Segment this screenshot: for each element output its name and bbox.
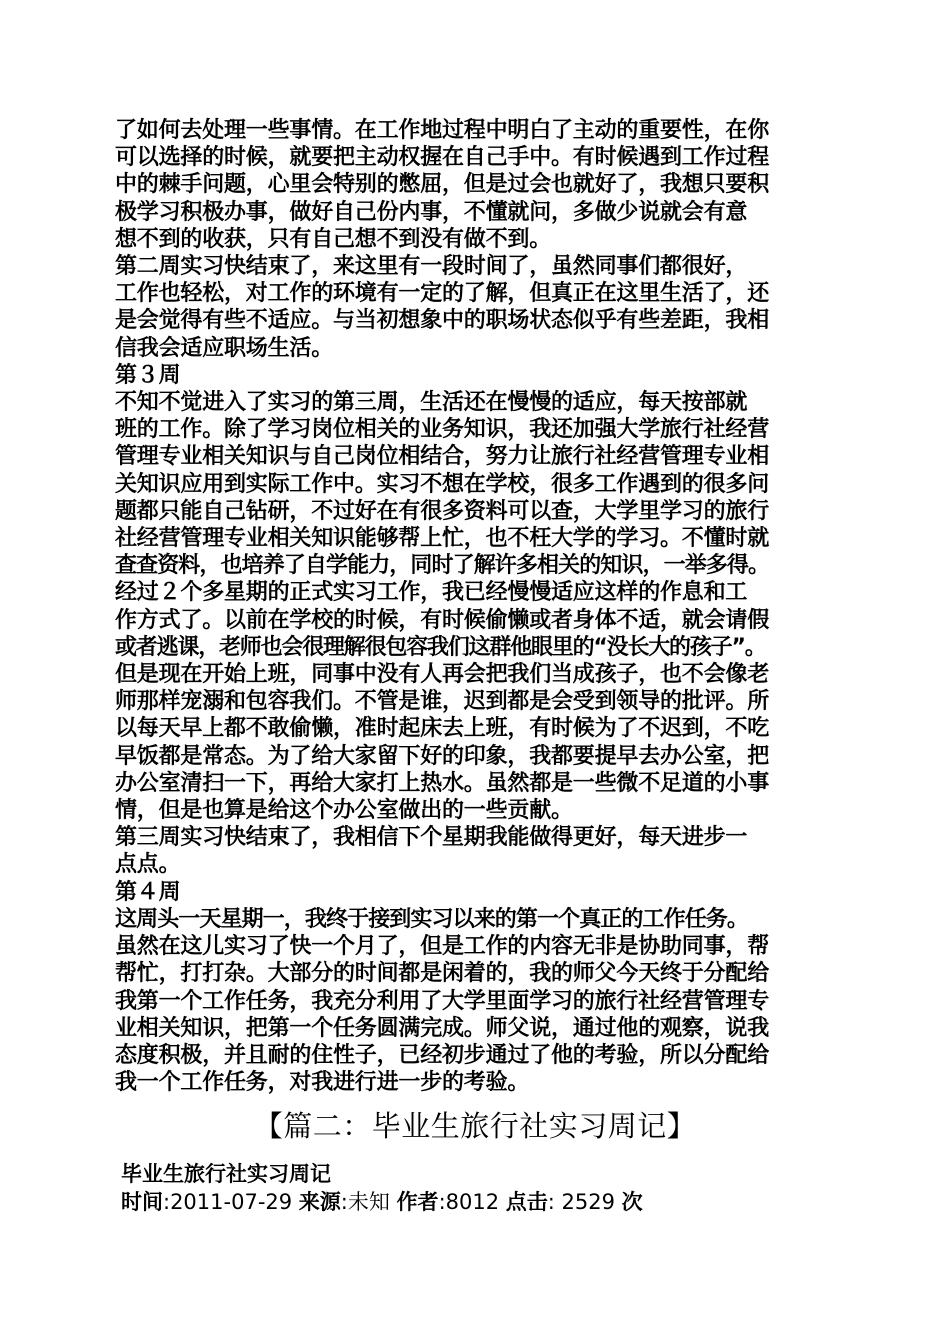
text-line: 可以选择的时候，就要把主动权握在自己手中。有时候遇到工作过程 — [115, 145, 770, 171]
text-line: 这周头一天星期一，我终于接到实习以来的第一个真正的工作任务。 — [115, 906, 749, 932]
text-line: 态度积极，并且耐的住性子，已经初步通过了他的考验，所以分配给 — [115, 1042, 770, 1068]
text-line: 工作也轻松，对工作的环境有一定的了解，但真正在这里生活了，还 — [115, 281, 770, 307]
week-heading: 第４周 — [115, 879, 181, 905]
text-line: 虽然在这儿实习了快一个月了，但是工作的内容无非是协助同事，帮 — [115, 934, 770, 960]
author-label: 作者 — [396, 1190, 439, 1214]
text-line: 第二周实习快结束了，来这里有一段时间了，虽然同事们都很好， — [115, 254, 748, 280]
source-label: 来源 — [298, 1190, 341, 1214]
author-value: :8012 — [438, 1190, 506, 1214]
text-line: 管理专业相关知识与自己岗位相结合，努力让旅行社经营管理专业相 — [115, 444, 770, 470]
text-line: 想不到的收获，只有自己想不到没有做不到。 — [115, 226, 552, 252]
text-line: 了如何去处理一些事情。在工作地过程中明白了主动的重要性，在你 — [115, 118, 770, 143]
article-body — [115, 117, 850, 1096]
text-line: 经过２个多星期的正式实习工作，我已经慢慢适应这样的作息和工 — [115, 580, 748, 606]
source-value: :未知 — [340, 1190, 397, 1214]
text-line: 查查资料，也培养了自学能力，同时了解许多相关的知识，一举多得。 — [115, 553, 770, 579]
text-line: 中的棘手问题，心里会特别的憋屈，但是过会也就好了，我想只要积 — [115, 172, 770, 198]
text-line: 点点。 — [115, 852, 181, 878]
text-line: 师那样宠溺和包容我们。不管是谁，迟到都是会受到领导的批评。所 — [115, 689, 770, 715]
text-line: 极学习积极办事，做好自己份内事，不懂就问，多做少说就会有意 — [115, 199, 748, 225]
text-line: 不知不觉进入了实习的第三周，生活还在慢慢的适应，每天按部就 — [115, 390, 748, 416]
clicks-value: : 2529 — [547, 1190, 622, 1214]
text-line: 我一个工作任务，对我进行进一步的考验。 — [115, 1070, 530, 1096]
section-title: 【篇二：毕业生旅行社实习周记】 — [253, 1109, 697, 1143]
article-meta — [121, 1186, 643, 1216]
time-value: :2011-07-29 — [163, 1190, 299, 1214]
clicks-label: 点击 — [505, 1190, 548, 1214]
article-subtitle: 毕业生旅行社实习周记 — [121, 1162, 331, 1186]
text-line: 我第一个工作任务，我充分利用了大学里面学习的旅行社经营管理专 — [115, 988, 770, 1014]
text-line: 以每天早上都不敢偷懒，准时起床去上班，有时候为了不迟到，不吃 — [115, 716, 770, 742]
text-line: 作方式了。以前在学校的时候，有时候偷懒或者身体不适，就会请假 — [115, 607, 770, 633]
clicks-unit: 次 — [621, 1190, 643, 1214]
text-line: 关知识应用到实际工作中。实习不想在学校，很多工作遇到的很多问 — [115, 471, 770, 497]
text-line: 社经营管理专业相关知识能够帮上忙，也不枉大学的学习。不懂时就 — [115, 526, 770, 552]
text-line: 或者逃课，老师也会很理解很包容我们这群他眼里的“没长大的孩子”。 — [115, 634, 766, 660]
text-line: 信我会适应职场生活。 — [115, 335, 334, 361]
text-line: 办公室清扫一下，再给大家打上热水。虽然都是一些微不足道的小事 — [115, 770, 770, 796]
text-line: 帮忙，打打杂。大部分的时间都是闲着的，我的师父今天终于分配给 — [115, 961, 770, 987]
text-line: 情，但是也算是给这个办公室做出的一些贡献。 — [115, 798, 573, 824]
text-line: 第三周实习快结束了，我相信下个星期我能做得更好，每天进步一 — [115, 825, 748, 851]
time-label: 时间 — [121, 1190, 163, 1214]
text-line: 是会觉得有些不适应。与当初想象中的职场状态似乎有些差距，我相 — [115, 308, 770, 334]
text-line: 业相关知识，把第一个任务圆满完成。师父说，通过他的观察，说我 — [115, 1015, 770, 1041]
text-line: 题都只能自己钻研，不过好在有很多资料可以查，大学里学习的旅行 — [115, 498, 770, 524]
text-line: 早饭都是常态。为了给大家留下好的印象，我都要提早去办公室，把 — [115, 743, 770, 769]
week-heading: 第３周 — [115, 362, 181, 388]
text-line: 但是现在开始上班，同事中没有人再会把我们当成孩子，也不会像老 — [115, 662, 770, 688]
text-line: 班的工作。除了学习岗位相关的业务知识，我还加强大学旅行社经营 — [115, 417, 770, 443]
